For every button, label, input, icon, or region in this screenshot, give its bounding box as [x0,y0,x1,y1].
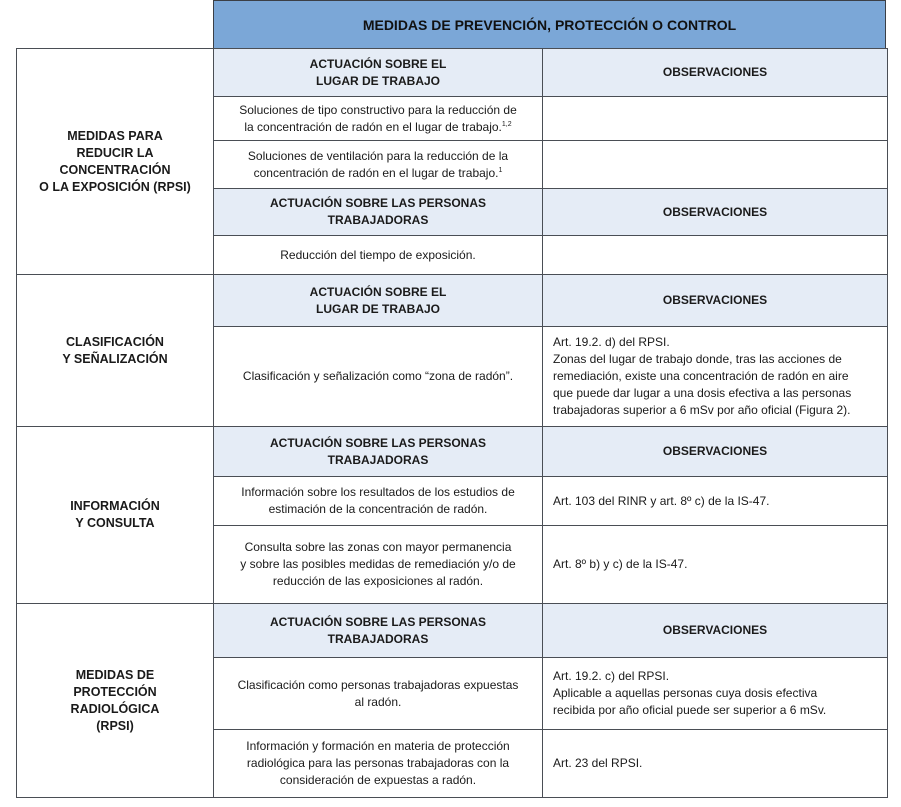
subheader-row [17,604,888,658]
action-header: ACTUACIÓN SOBRE EL LUGAR DE TRABAJO [214,275,543,327]
observations-header: OBSERVACIONES [543,275,888,327]
observation-cell: Art. 19.2. d) del RPSI. Zonas del lugar de trabajo donde, tras las acciones de remediación, existe una concentración de radón en aire que puede dar lugar a una dosis efectiva a las personas trabajadoras superior a 6 mSv por año oficial (Figura 2). [543,327,888,427]
subheader-row [17,275,888,327]
observations-header: OBSERVACIONES [543,49,888,97]
category-cell: MEDIDAS PARA REDUCIR LA CONCENTRACIÓN O LA EXPOSICIÓN (RPSI) [17,49,214,275]
action-cell: Soluciones de ventilación para la reducción de la concentración de radón en el lugar de trabajo.$^1$ [214,141,543,189]
observations-header: OBSERVACIONES [543,427,888,477]
action-cell: Reducción del tiempo de exposición. [214,236,543,275]
measures-table [16,48,888,798]
observation-cell [543,97,888,141]
action-cell: Soluciones de tipo constructivo para la reducción de la concentración de radón en el lugar de trabajo.$^{1,2}$ [214,97,543,141]
observation-cell [543,236,888,275]
table-title: MEDIDAS DE PREVENCIÓN, PROTECCIÓN O CONTROL [213,0,886,49]
observation-cell: Art. 19.2. c) del RPSI. Aplicable a aquellas personas cuya dosis efectiva recibida por año oficial puede ser superior a 6 mSv. [543,658,888,730]
action-cell: Información sobre los resultados de los estudios de estimación de la concentración de radón. [214,477,543,526]
action-header: ACTUACIÓN SOBRE LAS PERSONAS TRABAJADORAS [214,189,543,236]
action-header: ACTUACIÓN SOBRE LAS PERSONAS TRABAJADORAS [214,427,543,477]
observations-header: OBSERVACIONES [543,189,888,236]
category-cell: INFORMACIÓN Y CONSULTA [17,427,214,604]
action-cell: Clasificación como personas trabajadoras expuestas al radón. [214,658,543,730]
action-cell: Información y formación en materia de protección radiológica para las personas trabajadoras con la consideración de expuestas a radón. [214,730,543,798]
action-cell: Consulta sobre las zonas con mayor permanencia y sobre las posibles medidas de remediación y/o de reducción de las exposiciones al radón. [214,526,543,604]
action-header: ACTUACIÓN SOBRE EL LUGAR DE TRABAJO [214,49,543,97]
subheader-row [17,427,888,477]
observation-cell [543,141,888,189]
subheader-row [17,49,888,97]
observation-cell: Art. 103 del RINR y art. 8º c) de la IS-47. [543,477,888,526]
category-cell: MEDIDAS DE PROTECCIÓN RADIOLÓGICA (RPSI) [17,604,214,798]
observation-cell: Art. 8º b) y c) de la IS-47. [543,526,888,604]
action-cell: Clasificación y señalización como “zona de radón”. [214,327,543,427]
observations-header: OBSERVACIONES [543,604,888,658]
category-cell: CLASIFICACIÓN Y SEÑALIZACIÓN [17,275,214,427]
observation-cell: Art. 23 del RPSI. [543,730,888,798]
action-header: ACTUACIÓN SOBRE LAS PERSONAS TRABAJADORAS [214,604,543,658]
